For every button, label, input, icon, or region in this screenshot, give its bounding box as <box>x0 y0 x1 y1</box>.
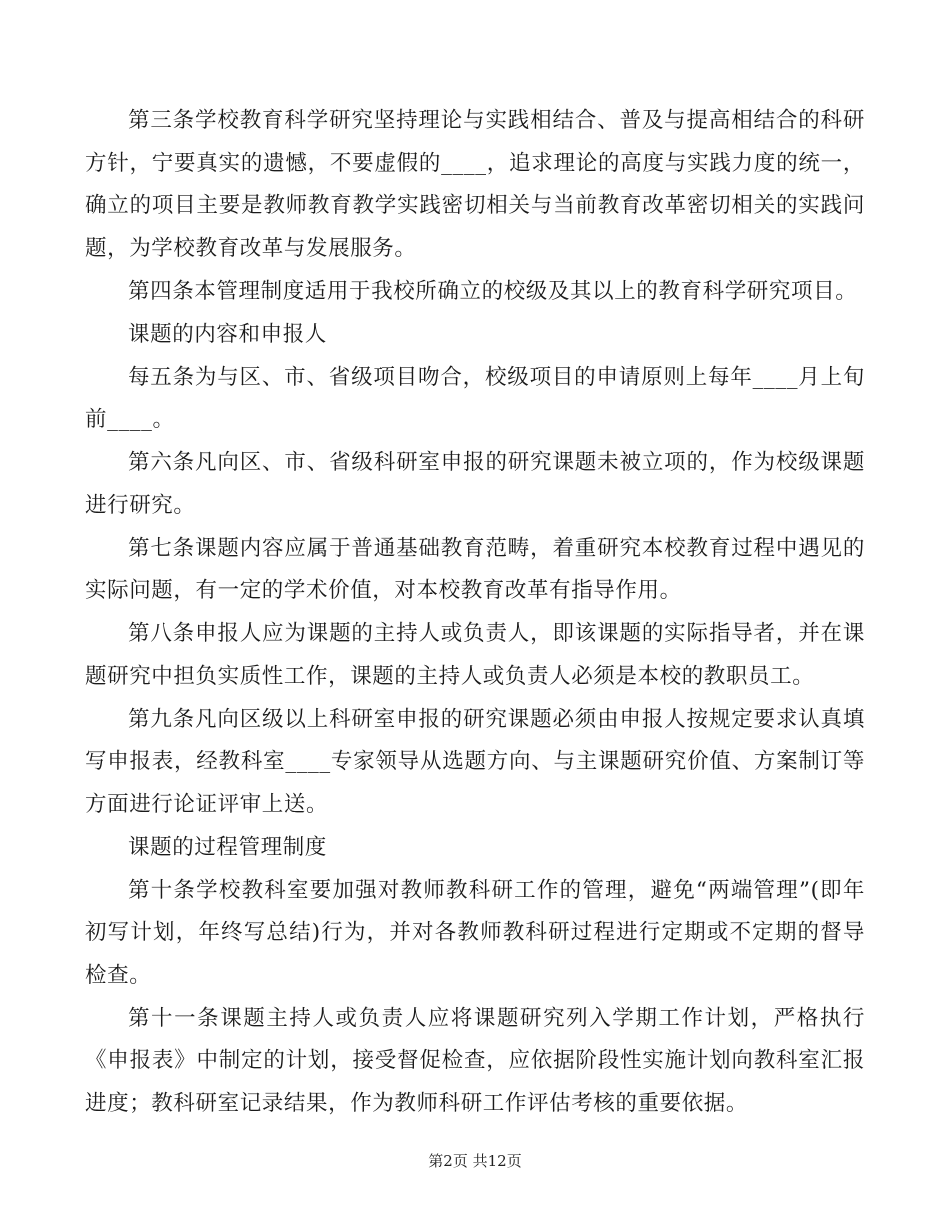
article-6-paragraph: 第六条凡向区、市、省级科研室申报的研究课题未被立项的，作为校级课题进行研究。 <box>85 450 865 518</box>
article-4-paragraph: 第四条本管理制度适用于我校所确立的校级及其以上的教育科学研究项目。 <box>128 278 858 304</box>
article-9-paragraph: 第九条凡向区级以上科研室申报的研究课题必须由申报人按规定要求认真填写申报表，经教科室____专家领导从选题方向、与主课题研究价值、方案制订等方面进行论证评审上送。 <box>85 706 865 817</box>
article-8-paragraph: 第八条申报人应为课题的主持人或负责人，即该课题的实际指导者，并在课题研究中担负实质性工作，课题的主持人或负责人必须是本校的教职员工。 <box>85 621 865 689</box>
page-number-footer: 第2页 共12页 <box>428 1152 522 1170</box>
section-heading-content-applicant: 课题的内容和申报人 <box>128 321 327 347</box>
document-body <box>85 100 865 1125</box>
article-11-paragraph: 第十一条课题主持人或负责人应将课题研究列入学期工作计划，严格执行《申报表》中制定的计划，接受督促检查，应依据阶段性实施计划向教科室汇报进度；教科研室记录结果，作为教师科研工作评估考核的重要依据。 <box>85 1005 865 1116</box>
article-10-paragraph: 第十条学校教科室要加强对教师教科研工作的管理，避免“两端管理”(即年初写计划，年终写总结)行为，并对各教师教科研过程进行定期或不定期的督导检查。 <box>85 877 865 988</box>
article-3-paragraph: 第三条学校教育科学研究坚持理论与实践相结合、普及与提高相结合的科研方针，宁要真实的遗憾，不要虚假的____，追求理论的高度与实践力度的统一，确立的项目主要是教师教育教学实践密切相关与当前教育改革密切相关的实践问题，为学校教育改革与发展服务。 <box>85 108 865 261</box>
article-5-paragraph: 每五条为与区、市、省级项目吻合，校级项目的申请原则上每年____月上旬前____。 <box>85 364 865 432</box>
section-heading-process-management: 课题的过程管理制度 <box>128 834 327 860</box>
article-7-paragraph: 第七条课题内容应属于普通基础教育范畴，着重研究本校教育过程中遇见的实际问题，有一定的学术价值，对本校教育改革有指导作用。 <box>85 535 865 603</box>
